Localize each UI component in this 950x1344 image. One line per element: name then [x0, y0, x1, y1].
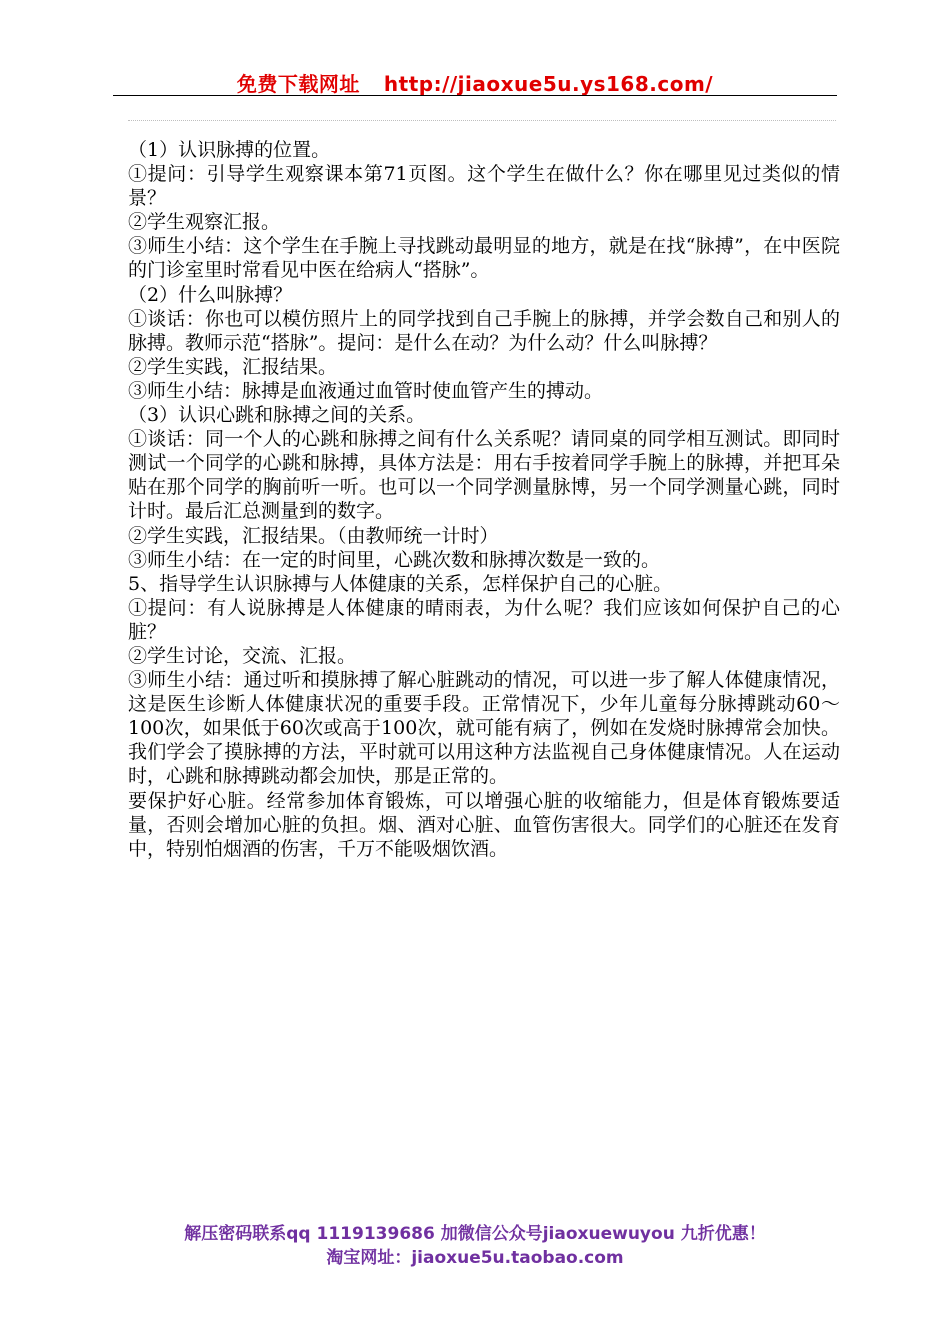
dotted-divider — [128, 120, 836, 121]
header-label: 免费下载网址 — [236, 72, 360, 96]
paragraph: ②学生讨论，交流、汇报。 — [128, 644, 357, 667]
paragraph: ③师生小结：通过听和摸脉搏了解心脏跳动的情况，可以进一步了解人体健康情况，这是医生诊断人体健康状况的重要手段。正常情况下，少年儿童每分脉搏跳动60～100次，如果低于60次或高于100次，就可能有病了，例如在发烧时脉搏常会加快。我们学会了摸脉搏的方法，平时就可以用这种方法监视自己身体健康情况。人在运动时，心跳和脉搏跳动都会加快，那是正常的。 — [128, 669, 840, 788]
paragraph: ②学生观察汇报。 — [128, 211, 281, 234]
paragraph: ①谈话：你也可以模仿照片上的同学找到自己手腕上的脉搏，并学会数自己和别人的脉搏。教师示范“搭脉”。提问：是什么在动？为什么动？什么叫脉搏？ — [128, 307, 840, 354]
paragraph: ③师生小结：这个学生在手腕上寻找跳动最明显的地方，就是在找“脉搏”，在中医院的门诊室里时常看见中医在给病人“搭脉”。 — [128, 235, 840, 282]
paragraph: 5、指导学生认识脉搏与人体健康的关系，怎样保护自己的心脏。 — [128, 572, 673, 595]
paragraph: ③师生小结：脉搏是血液通过血管时使血管产生的搏动。 — [128, 379, 604, 402]
paragraph: （1）认识脉搏的位置。 — [128, 139, 331, 161]
paragraph: ③师生小结：在一定的时间里，心跳次数和脉搏次数是一致的。 — [128, 548, 661, 571]
paragraph: ①谈话：同一个人的心跳和脉搏之间有什么关系呢？请同桌的同学相互测试。即同时测试一个同学的心跳和脉搏，具体方法是：用右手按着同学手腕上的脉搏，并把耳朵贴在那个同学的胸前听一听。也可以一个同学测量脉博，另一个同学测量心跳，同时计时。最后汇总测量到的数字。 — [128, 428, 840, 523]
paragraph: ②学生实践，汇报结果。 — [128, 355, 338, 378]
paragraph: （3）认识心跳和脉搏之间的关系。 — [128, 404, 426, 427]
page-header — [0, 68, 950, 97]
paragraph: ②学生实践，汇报结果。（由教师统一计时） — [128, 524, 499, 547]
paragraph: 要保护好心脏。经常参加体育锻炼，可以增强心脏的收缩能力，但是体育锻炼要适量，否则会增加心脏的负担。烟、酒对心脏、血管伤害很大。同学们的心脏还在发育中，特别怕烟酒的伤害，千万不能吸烟饮酒。 — [128, 789, 840, 860]
paragraph: （2）什么叫脉搏？ — [128, 283, 293, 306]
header-divider — [113, 95, 837, 96]
header-url-link[interactable]: http://jiaoxue5u.ys168.com/ — [383, 72, 714, 96]
document-body — [128, 138, 840, 861]
paragraph: ①提问：有人说脉搏是人体健康的晴雨表，为什么呢？我们应该如何保护自己的心脏？ — [128, 596, 840, 643]
footer-contact-line: 解压密码联系qq 1119139686 加微信公众号jiaoxuewuyou 九折优惠！ — [184, 1224, 766, 1244]
paragraph: ①提问：引导学生观察课本第71页图。这个学生在做什么？你在哪里见过类似的情景？ — [128, 163, 840, 210]
footer-taobao-link[interactable]: 淘宝网址：jiaoxue5u.taobao.com — [326, 1248, 624, 1268]
